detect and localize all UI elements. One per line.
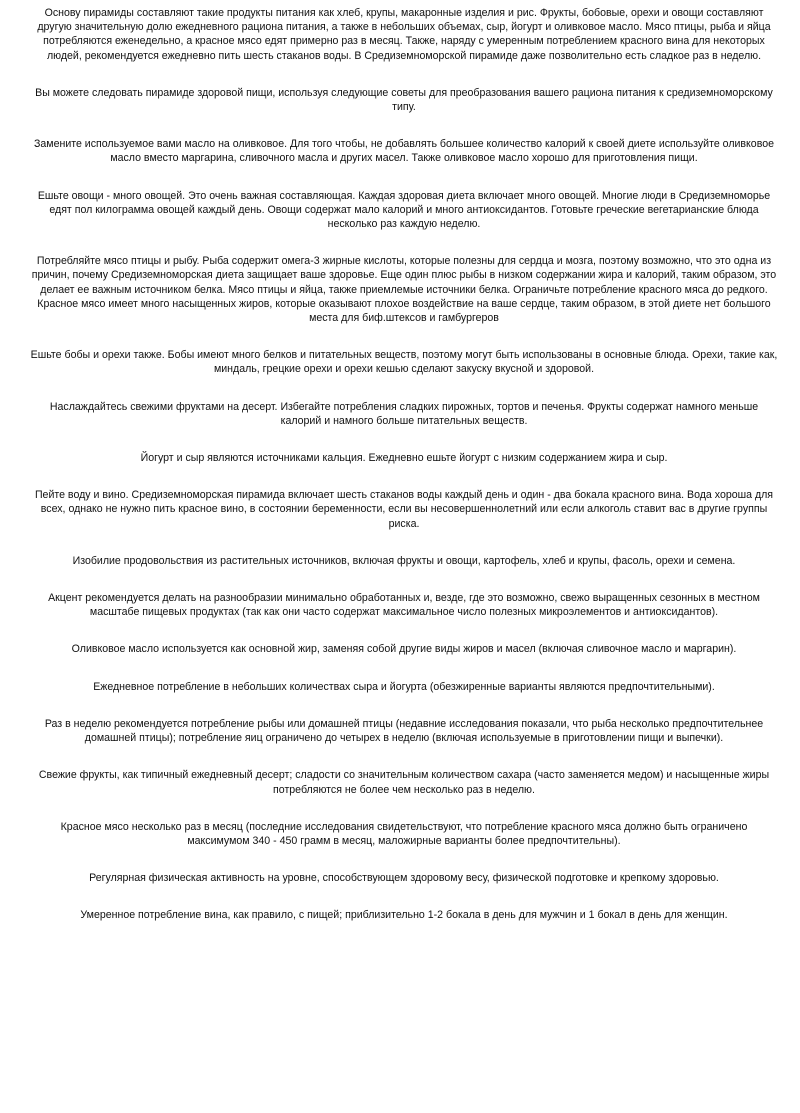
paragraph-follow-pyramid: Вы можете следовать пирамиде здоровой пищи, используя следующие советы для преобразования вашего рациона питания к средиземноморскому типу. bbox=[35, 86, 773, 114]
paragraph-olive-oil: Замените используемое вами масло на оливковое. Для того чтобы, не добавлять большее количество калорий к своей диете используйте оливковое масло вместо маргарина, сливочного масла и других масел. Также оливковое масло хорошо для приготовления пищи. bbox=[34, 138, 774, 165]
paragraph-yogurt-cheese: Йогурт и сыр являются источниками кальция. Ежедневно ешьте йогурт с низким содержанием жира и сыр. bbox=[140, 452, 668, 465]
paragraph-daily-dairy: Ежедневное потребление в небольших количествах сыра и йогурта (обезжиренные варианты являются предпочтительными). bbox=[93, 680, 715, 693]
document-page bbox=[30, 6, 778, 946]
paragraph-water-wine: Пейте воду и вино. Средиземноморская пирамида включает шесть стаканов воды каждый день и один - два бокала красного вина. Вода хороша для всех, однако не нужно пить красное вино, в состоянии беременности, если вы несовершеннолетний или если алкоголь ставит вас в другие группы риска. bbox=[34, 489, 774, 530]
paragraph-physical-activity: Регулярная физическая активность на уровне, способствующем здоровому весу, физической подготовке и крепкому здоровью. bbox=[89, 872, 719, 885]
paragraph-plant-foods: Изобилие продовольствия из растительных источников, включая фрукты и овощи, картофель, хлеб и крупы, фасоль, орехи и семена. bbox=[72, 554, 736, 567]
paragraph-olive-oil-fat: Оливковое масло используется как основной жир, заменяя собой другие виды жиров и масел (включая сливочное масло и маргарин). bbox=[71, 643, 737, 656]
paragraph-poultry-fish: Потребляйте мясо птицы и рыбу. Рыба содержит омега-3 жирные кислоты, которые полезны для сердца и мозга, поэтому возможно, что это одна из причин, почему Средиземноморская диета защищает ваше здоровье. Еще один плюс рыбы в низком содержании жира и калорий, таким образом, это делает ее важным источником белка. Мясо птицы и яйца, также приемлемые источники белка. Ограничьте потребление красного мяса до редкого. Красное мясо имеет много насыщенных жиров, которые оказывают плохое воздействие на ваше сердце, таким образом, в этой диете нет большого места для биф.штексов и гамбургеров bbox=[31, 255, 777, 325]
paragraph-pyramid-basis: Основу пирамиды составляют такие продукты питания как хлеб, крупы, макаронные изделия и рис. Фрукты, бобовые, орехи и овощи составляют другую значительную долю ежедневного рациона питания, а также в небольших объемах, сыр, йогурт и оливковое масло. Мясо птицы, рыба и яйца потребляются еженедельно, а красное мясо едят примерно раз в месяц. Также, наряду с умеренным потреблением красного вина для некоторых людей, рекомендуется ежедневно пить шесть стаканов воды. В Средиземноморской пирамиде даже позволительно есть сладкое раз в неделю. bbox=[37, 7, 771, 62]
paragraph-fruit-dessert: Наслаждайтесь свежими фруктами на десерт. Избегайте потребления сладких пирожных, тортов и печенья. Фрукты содержат намного меньше калорий и намного больше питательных веществ. bbox=[49, 400, 759, 427]
paragraph-fresh-fruit: Свежие фрукты, как типичный ежедневный десерт; сладости со значительным количеством сахара (часто заменяется медом) и насыщенные жиры потребляются не более чем несколько раз в неделю. bbox=[38, 769, 770, 796]
paragraph-weekly-fish: Раз в неделю рекомендуется потребление рыбы или домашней птицы (недавние исследования показали, что рыба несколько предпочтительнее домашней птицы); потребление яиц ограничено до четырех в неделю (включая используемые в приготовлении пищи и выпечки). bbox=[44, 717, 764, 745]
paragraph-moderate-wine: Умеренное потребление вина, как правило, с пищей; приблизительно 1-2 бокала в день для мужчин и 1 бокал в день для женщин. bbox=[80, 909, 728, 922]
paragraph-seasonal-foods: Акцент рекомендуется делать на разнообразии минимально обработанных и, везде, где это возможно, свежо выращенных сезонных в местном масштабе пищевых продуктах (так как они часто содержат максимальное число полезных микроэлементов и антиоксидантов). bbox=[48, 592, 760, 619]
paragraph-red-meat: Красное мясо несколько раз в месяц (последние исследования свидетельствуют, что потребление красного мяса должно быть ограничено максимумом 340 - 450 грамм в месяц, маложирные варианты более предпочтительны). bbox=[60, 820, 748, 847]
paragraph-vegetables: Ешьте овощи - много овощей. Это очень важная составляющая. Каждая здоровая диета включает много овощей. Многие люди в Средиземноморье едят пол килограмма овощей каждый день. Овощи содержат мало калорий и много антиоксидантов. Готовьте греческие вегетарианские блюда несколько раз каждую неделю. bbox=[37, 189, 771, 231]
paragraph-beans-nuts: Ешьте бобы и орехи также. Бобы имеют много белков и питательных веществ, поэтому могут быть использованы в основные блюда. Орехи, такие как, миндаль, грецкие орехи и орехи кешью сделают закуску вкусной и здоровой. bbox=[30, 349, 778, 376]
